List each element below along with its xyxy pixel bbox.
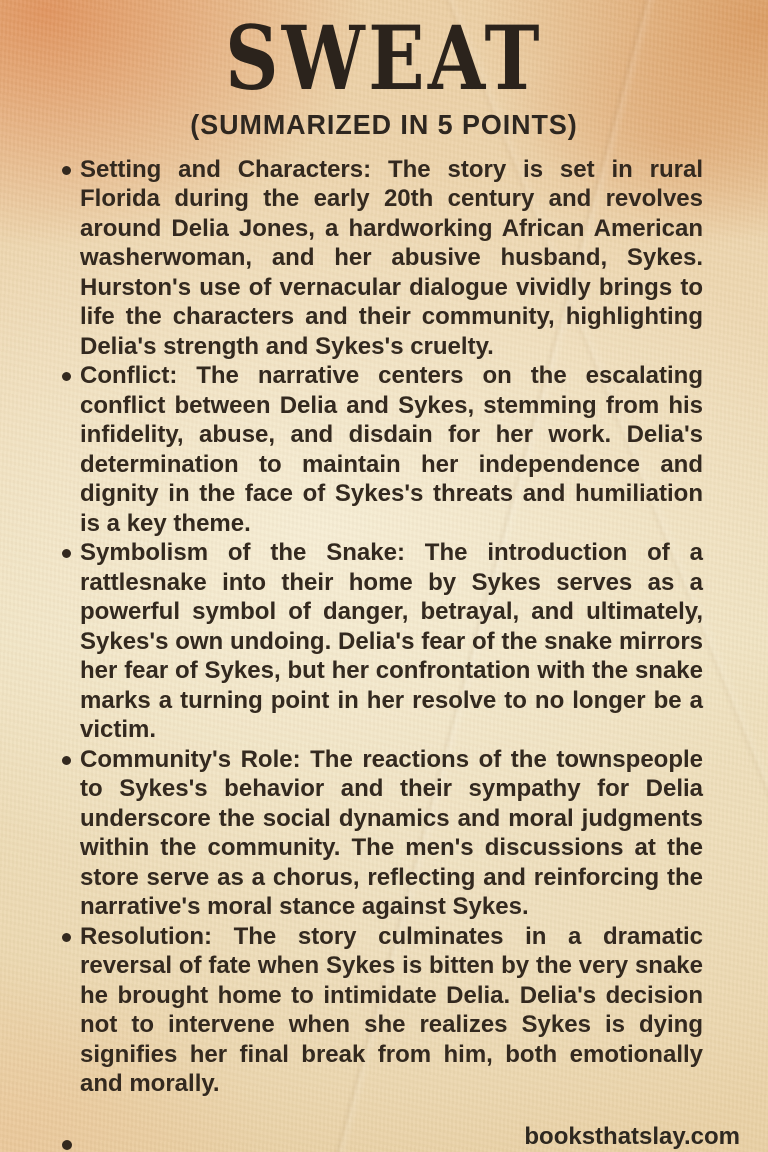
- summary-point-text: Setting and Characters: The story is set in rural Florida during the early 20th century and revolves around Delia Jones, a hardworking African American washerwoman, and her abusive husband, Sykes. Hurston's use of vernacular dialogue vividly brings to life the characters and their community, highlighting Delia's strength and Sykes's cruelty.: [80, 155, 703, 360]
- summary-point-text: Resolution: The story culminates in a dramatic reversal of fate when Sykes is bitten by the very snake he brought home to intimidate Delia. Delia's decision not to intervene when she realizes Sykes is dying signifies her final break from him, both emotionally and morally.: [80, 922, 703, 1098]
- watermark: booksthatslay.com: [524, 1123, 740, 1150]
- list-item-resolution: [62, 922, 703, 1099]
- list-item-communitys-role: [62, 745, 703, 922]
- list-item-setting-and-characters: [62, 155, 703, 362]
- bullet-icon: [62, 933, 71, 942]
- bullet-icon: [62, 372, 71, 381]
- bullet-icon: [62, 1140, 72, 1150]
- summary-point-text: Symbolism of the Snake: The introduction of a rattlesnake into their home by Sykes serves as a powerful symbol of danger, betrayal, and ultimately, Sykes's own undoing. Delia's fear of the snake mirrors her fear of Sykes, but her confrontation with the snake marks a turning point in her resolve to no longer be a victim.: [80, 539, 703, 744]
- bullet-icon: [62, 756, 71, 765]
- list-item-conflict: [62, 361, 703, 538]
- bullet-icon: [62, 549, 71, 558]
- summary-point-text: Conflict: The narrative centers on the escalating conflict between Delia and Sykes, stemming from his infidelity, abuse, and disdain for her work. Delia's determination to maintain her independence and dignity in the face of Sykes's threats and humiliation is a key theme.: [80, 362, 703, 537]
- summary-point-text: Community's Role: The reactions of the townspeople to Sykes's behavior and their sympathy for Delia underscore the social dynamics and moral judgments within the community. The men's discussions at the store serve as a chorus, reflecting and reinforcing the narrative's moral stance against Sykes.: [80, 745, 703, 921]
- bullet-icon: [62, 166, 71, 175]
- page-subtitle: (SUMMARIZED IN 5 POINTS): [190, 109, 578, 140]
- summary-list: [0, 155, 768, 1099]
- page-title: SWEAT: [225, 6, 543, 110]
- list-item-symbolism-of-the-snake: [62, 538, 703, 745]
